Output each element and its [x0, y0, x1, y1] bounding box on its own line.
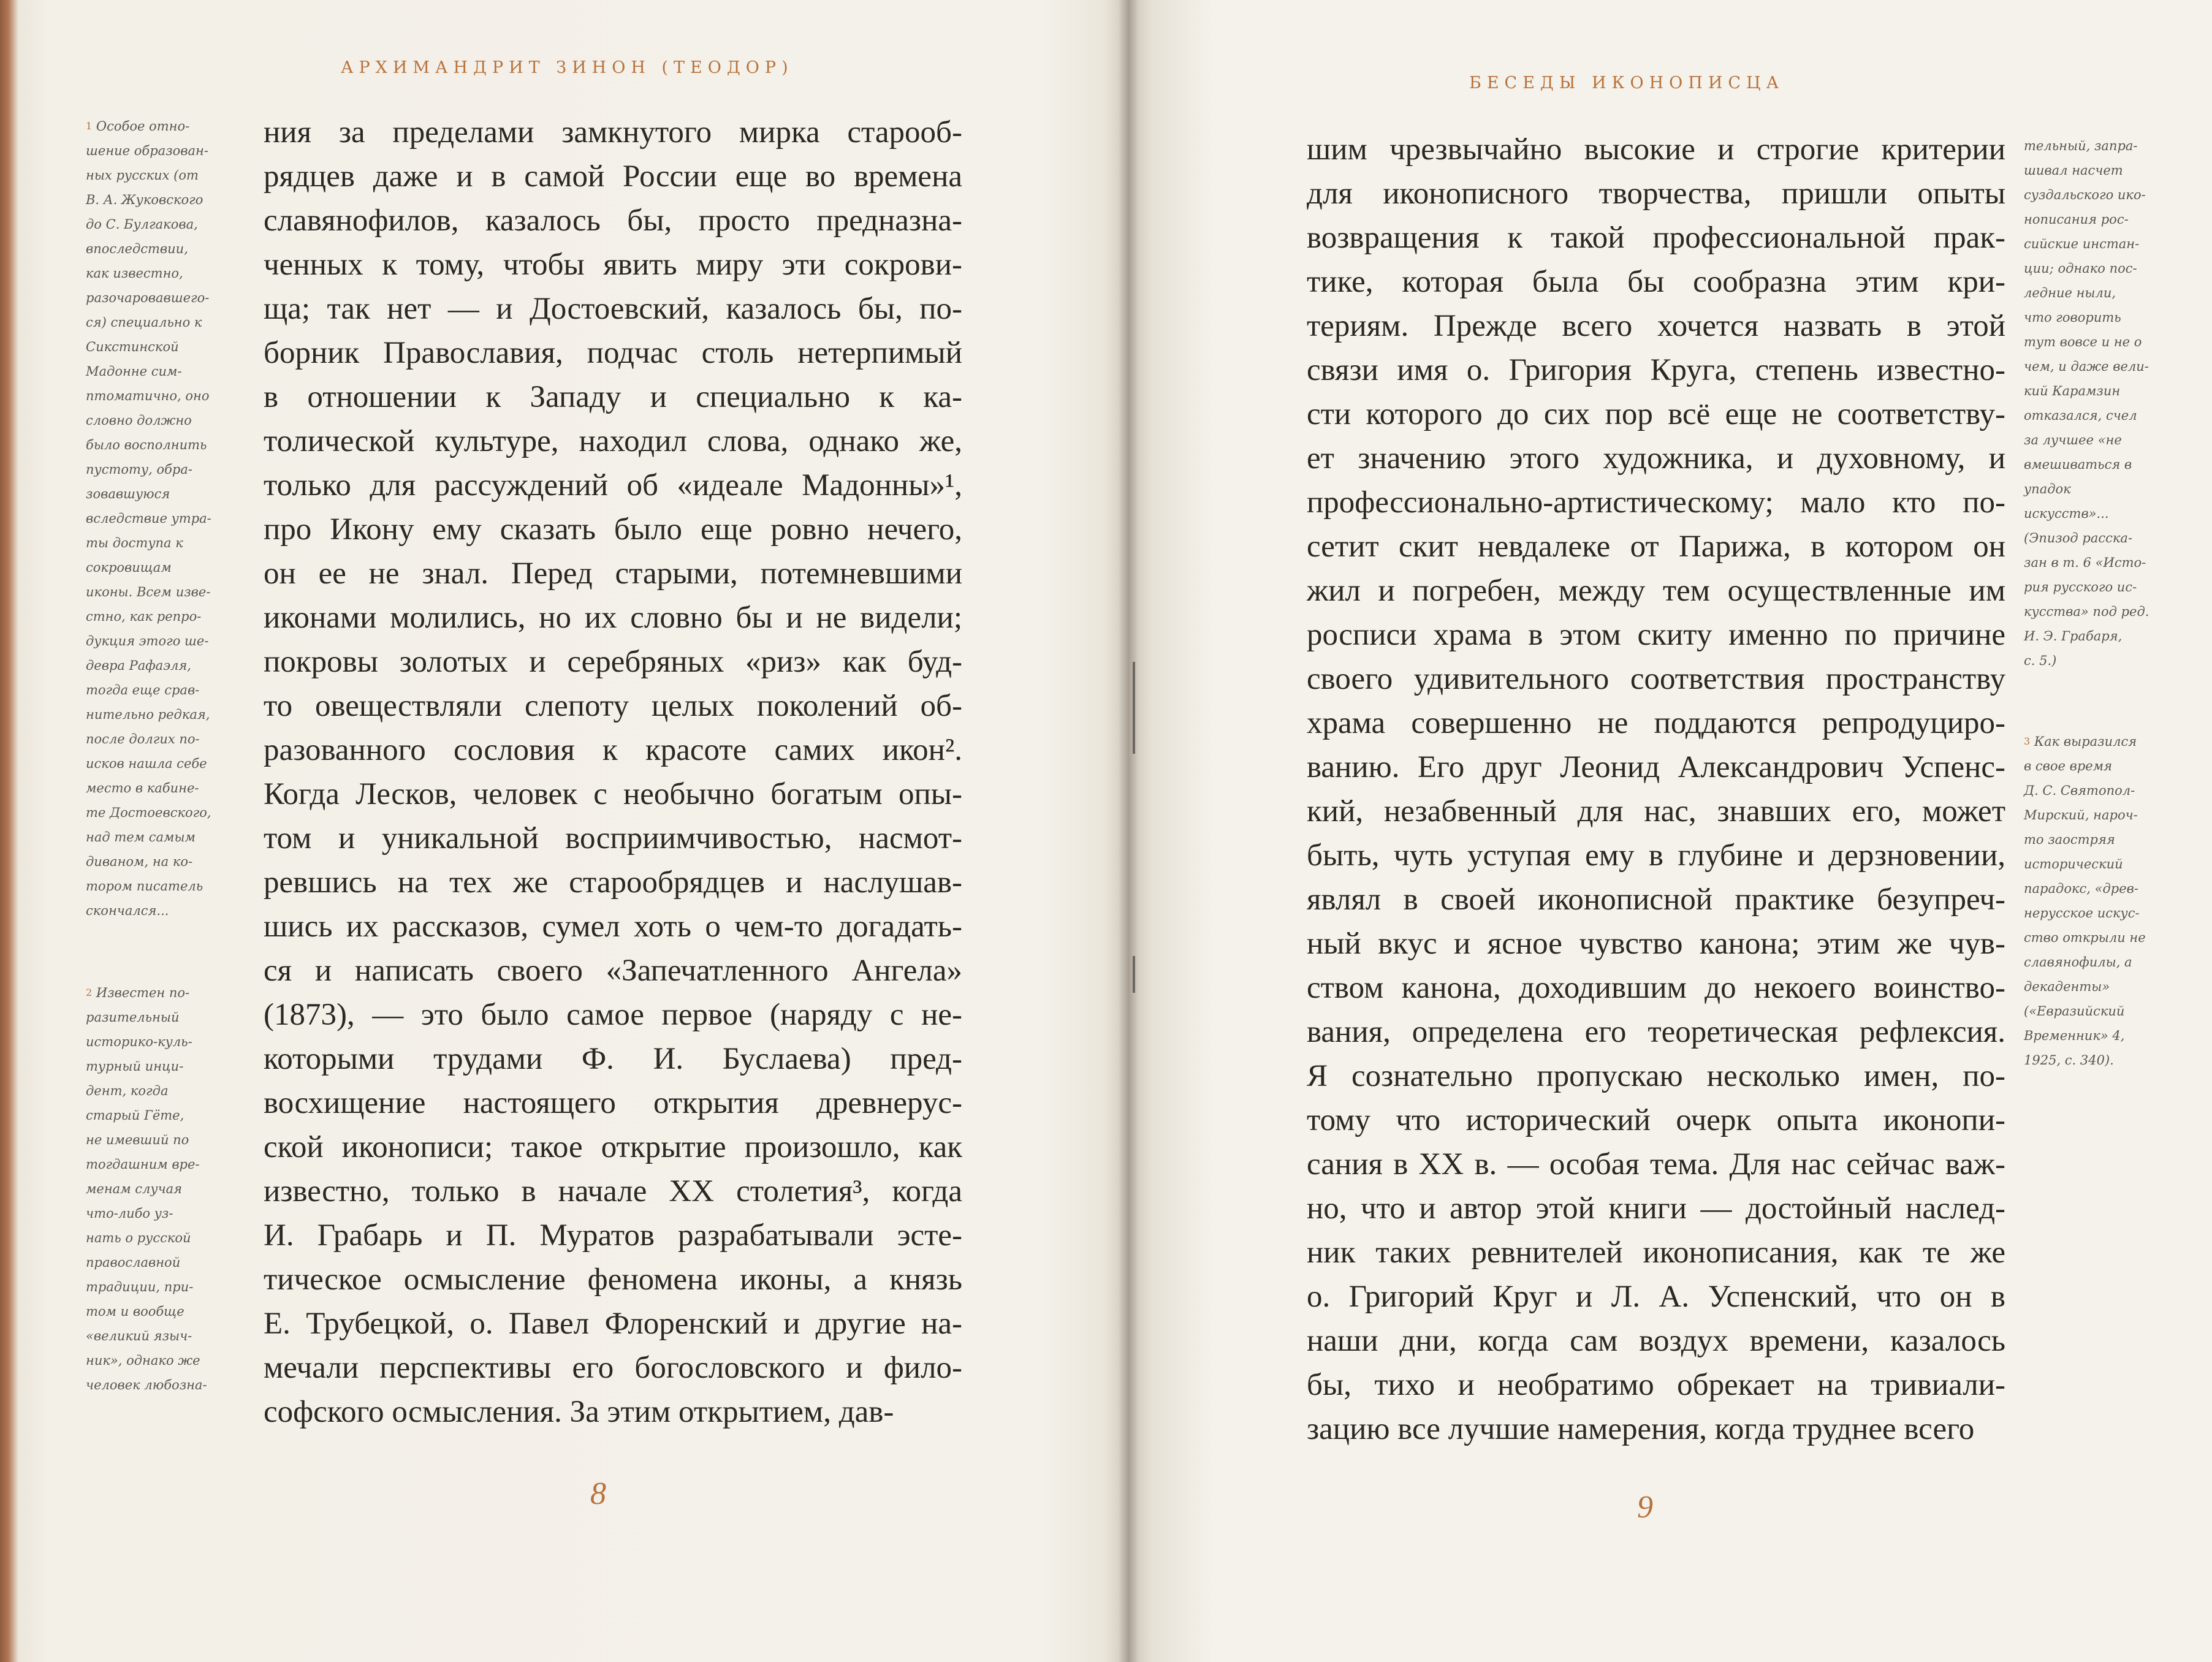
note-line: декаденты»: [2024, 979, 2110, 994]
note-line: упадок: [2024, 482, 2071, 496]
text-line: тике, которая была бы сообразна этим кри-: [1307, 265, 2005, 299]
note-line: (Эпизод расска-: [2024, 531, 2133, 545]
note-line: 1925, с. 340).: [2024, 1053, 2114, 1068]
text-line: Я сознательно пропускаю несколько имен, по-: [1307, 1059, 2005, 1093]
text-line: тическое осмысление феномена иконы, а князь: [264, 1262, 962, 1297]
text-line: сти которого до сих пор всё еще не соответству-: [1307, 397, 2005, 431]
text-line: но, что и автор этой книги — достойный наслед-: [1307, 1191, 2005, 1226]
note-line: старый Гёте,: [86, 1108, 184, 1123]
note-line: диваном, на ко-: [86, 854, 193, 869]
note-line: ся) специально к: [86, 315, 202, 330]
note-line: Как выразился: [2034, 734, 2137, 749]
note-line: Известен по-: [96, 985, 190, 1000]
note-line: сокровищам: [86, 560, 172, 575]
note-line: ных русских (от: [86, 168, 199, 183]
note-line: ство открыли не: [2024, 930, 2146, 945]
note-line: Временник» 4,: [2024, 1028, 2125, 1043]
note-line: кусства» под ред.: [2024, 604, 2149, 619]
note-line: Д. С. Святопол-: [2024, 783, 2135, 798]
text-line: ской иконописи; такое открытие произошло, как: [264, 1130, 962, 1164]
text-line: ет значению этого художника, и духовному, и: [1307, 441, 2005, 476]
note-line: шивал насчет: [2024, 163, 2123, 178]
note-line: дукция этого ше-: [86, 634, 209, 648]
note-line: сийские инстан-: [2024, 237, 2140, 251]
note-line: тельный, запра-: [2024, 138, 2138, 153]
left-running-head: АРХИМАНДРИТ ЗИНОН (ТЕОДОР): [341, 58, 794, 77]
text-line: славянофилов, казалось бы, просто предназна-: [264, 203, 962, 238]
text-line: сетит скит невдалеке от Парижа, в котором он: [1307, 529, 2005, 564]
text-line: софского осмысления. За этим открытием, дав-: [264, 1395, 894, 1429]
text-line: толической культуре, находил слова, однако же,: [264, 424, 962, 458]
note-line: до С. Булгакова,: [86, 217, 198, 232]
text-line: Когда Лесков, человек с необычно богатым опы-: [264, 777, 962, 811]
note-line: зан в т. 6 «Исто-: [2024, 555, 2146, 570]
text-line: мечали перспективы его богословского и фило-: [264, 1351, 962, 1385]
scan-mark: [1133, 956, 1135, 993]
note-line: тут вовсе и не о: [2024, 335, 2142, 349]
note-line: исторический: [2024, 857, 2123, 871]
text-line: профессионально-артистическому; мало кто по-: [1307, 485, 2005, 520]
note-line: те Достоевского,: [86, 805, 211, 820]
right-page: [1128, 0, 2212, 1662]
note-line: стно, как репро-: [86, 609, 202, 624]
text-line: ченных к тому, чтобы явить миру эти сокрови-: [264, 248, 962, 282]
note-line: девра Рафаэля,: [86, 658, 191, 673]
text-line: вания, определена его теоретическая рефлексия.: [1307, 1015, 2005, 1049]
text-line: храма совершенно не поддаются репродуциро-: [1307, 706, 2005, 740]
note-line: что говорить: [2024, 310, 2121, 325]
note-line: нерусское искус-: [2024, 906, 2140, 920]
note-line: место в кабине-: [86, 781, 199, 795]
note-line: православной: [86, 1255, 181, 1270]
right-main-text: [1307, 127, 2005, 1451]
note-line: после долгих по-: [86, 732, 200, 746]
note-first-line: [86, 114, 248, 138]
note-line: рия русского ис-: [2024, 580, 2137, 594]
text-line: известно, только в начале XX столетия³, когда: [264, 1174, 962, 1209]
text-line: разованного сословия к красоте самих икон².: [264, 733, 962, 767]
right-page-number: 9: [1637, 1490, 1653, 1525]
text-line: ный вкус и ясное чувство канона; этим же чув-: [1307, 927, 2005, 961]
text-line: иконами молились, но их словно бы и не видели;: [264, 601, 962, 635]
note-line: было восполнить: [86, 438, 207, 452]
text-line: восхищение настоящего открытия древнерус-: [264, 1086, 962, 1120]
note-line: тогдашним вре-: [86, 1157, 200, 1172]
text-line: шись их рассказов, сумел хоть о чем-то догадать-: [264, 909, 962, 944]
note-line: иконы. Всем изве-: [86, 585, 211, 599]
note-line: нительно редкая,: [86, 707, 210, 722]
note-first-line: [2024, 729, 2195, 754]
text-line: борник Православия, подчас столь нетерпимый: [264, 336, 962, 370]
note-first-line: [86, 981, 248, 1005]
note-line: с. 5.): [2024, 653, 2057, 668]
note-line: разительный: [86, 1010, 180, 1025]
text-line: зацию все лучшие намерения, когда труднее всего: [1307, 1412, 1975, 1446]
footnote-number-2: 2: [86, 987, 93, 998]
note-line: за лучшее «не: [2024, 433, 2122, 447]
note-line: («Евразийский: [2024, 1004, 2125, 1019]
left-page-number: 8: [590, 1476, 606, 1511]
note-line: в свое время: [2024, 759, 2113, 773]
note-line: тором писатель: [86, 879, 203, 894]
text-line: ния за пределами замкнутого мирка старооб-: [264, 115, 962, 150]
text-line: И. Грабарь и П. Муратов разрабатывали эсте-: [264, 1218, 962, 1253]
note-line: как известно,: [86, 266, 183, 281]
note-line: славянофилы, а: [2024, 955, 2132, 970]
text-line: для иконописного творчества, пришли опыты: [1307, 176, 2005, 211]
note-line: кий Карамзин: [2024, 384, 2121, 398]
text-line: (1873), — это было самое первое (наряду с не-: [264, 998, 962, 1032]
footnote-number-1: 1: [86, 120, 93, 132]
text-line: ник таких ревнителей иконописания, как те же: [1307, 1235, 2005, 1270]
note-line: Мирский, нароч-: [2024, 808, 2138, 822]
text-line: Е. Трубецкой, о. Павел Флоренский и другие на-: [264, 1307, 962, 1341]
text-line: про Икону ему сказать было еще ровно нечего,: [264, 512, 962, 547]
note-line: искусств»...: [2024, 506, 2109, 521]
text-line: рядцев даже и в самой России еще во времена: [264, 159, 962, 194]
note-line: вмешиваться в: [2024, 457, 2132, 472]
note-line: ты доступа к: [86, 536, 183, 550]
text-line: возвращения к такой профессиональной прак-: [1307, 221, 2005, 255]
footnote-number-3: 3: [2024, 735, 2031, 747]
right-margin-note-3: [2024, 729, 2195, 1072]
scan-mark: [1133, 662, 1135, 754]
left-margin-note-1: [86, 114, 248, 923]
text-line: своего удивительного соответствия пространству: [1307, 662, 2005, 696]
text-line: быть, чуть уступая ему в глубине и дерзновении,: [1307, 838, 2005, 873]
text-line: он ее не знал. Перед старыми, потемневшими: [264, 556, 962, 591]
text-line: шим чрезвычайно высокие и строгие критерии: [1307, 132, 2005, 167]
note-line: что-либо уз-: [86, 1206, 173, 1221]
note-line: нать о русской: [86, 1231, 191, 1245]
left-main-text: [264, 110, 962, 1434]
note-line: чем, и даже вели-: [2024, 359, 2149, 374]
note-line: турный инци-: [86, 1059, 184, 1074]
note-line: И. Э. Грабаря,: [2024, 629, 2123, 643]
note-line: словно должно: [86, 413, 192, 428]
note-line: традиции, при-: [86, 1280, 194, 1294]
text-line: ством канона, доходившим до некоего воинство-: [1307, 971, 2005, 1005]
note-line: не имевший по: [86, 1133, 189, 1147]
note-line: шение образован-: [86, 143, 208, 158]
text-line: о. Григорий Круг и Л. А. Успенский, что он в: [1307, 1280, 2005, 1314]
text-line: покровы золотых и серебряных «риз» как буд-: [264, 645, 962, 679]
text-line: ванию. Его друг Леонид Александрович Успенс-: [1307, 750, 2005, 784]
note-line: нописания рос-: [2024, 212, 2129, 227]
text-line: ся и написать своего «Запечатленного Ангела»: [264, 954, 962, 988]
note-line: историко-куль-: [86, 1034, 192, 1049]
text-line: наши дни, когда сам воздух времени, казалось: [1307, 1324, 2005, 1358]
note-line: птоматично, оно: [86, 389, 210, 403]
note-line: парадокс, «древ-: [2024, 881, 2138, 896]
note-line: «великий языч-: [86, 1329, 192, 1343]
text-line: тому что исторический очерк опыта иконопи-: [1307, 1103, 2005, 1137]
text-line: в отношении к Западу и специально к ка-: [264, 380, 962, 414]
text-line: связи имя о. Григория Круга, степень известно-: [1307, 353, 2005, 387]
note-line: ции; однако пос-: [2024, 261, 2137, 276]
text-line: ща; так нет — и Достоевский, казалось бы, по-: [264, 292, 962, 326]
note-line: отказался, счел: [2024, 408, 2137, 423]
note-line: зовавшуюся: [86, 487, 170, 501]
note-line: ледние ныли,: [2024, 286, 2116, 300]
note-line: Сикстинской: [86, 340, 179, 354]
note-line: над тем самым: [86, 830, 196, 844]
text-line: териям. Прежде всего хочется назвать в этой: [1307, 309, 2005, 343]
note-line: Мадонне сим-: [86, 364, 182, 379]
text-line: которыми трудами Ф. И. Буслаева) пред-: [264, 1042, 962, 1076]
text-line: являл в своей иконописной практике безупреч-: [1307, 882, 2005, 917]
note-line: разочаровавшего-: [86, 290, 210, 305]
text-line: жил и погребен, между тем осуществленные им: [1307, 574, 2005, 608]
note-line: дент, когда: [86, 1083, 169, 1098]
right-running-head: БЕСЕДЫ ИКОНОПИСЦА: [1469, 74, 1785, 93]
note-line: ник», однако же: [86, 1353, 200, 1368]
text-line: кий, незабвенный для нас, знавших его, может: [1307, 794, 2005, 829]
note-line: исков нашла себе: [86, 756, 207, 771]
book-gutter: [1118, 0, 1139, 1662]
note-line: то заостряя: [2024, 832, 2115, 847]
note-line: суздальского ико-: [2024, 188, 2146, 202]
note-line: пустоту, обра-: [86, 462, 192, 477]
left-margin-note-2: [86, 981, 248, 1397]
note-line: человек любозна-: [86, 1378, 207, 1392]
note-line: вследствие утра-: [86, 511, 211, 526]
note-line: впоследствии,: [86, 241, 188, 256]
note-line: том и вообще: [86, 1304, 184, 1319]
text-line: сания в XX в. — особая тема. Для нас сейчас важ-: [1307, 1147, 2005, 1182]
note-line: скончался...: [86, 903, 169, 918]
text-line: то овеществляли слепоту целых поколений об-: [264, 689, 962, 723]
note-line: тогда еще срав-: [86, 683, 200, 697]
note-line: Особое отно-: [96, 119, 190, 134]
note-line: менам случая: [86, 1182, 183, 1196]
text-line: ревшись на тех же старообрядцев и наслушав-: [264, 865, 962, 900]
right-margin-note-continued: [2024, 134, 2195, 673]
text-line: росписи храма в этом скиту именно по причине: [1307, 618, 2005, 652]
text-line: только для рассуждений об «идеале Мадонны»¹,: [264, 468, 962, 503]
note-line: В. А. Жуковского: [86, 192, 203, 207]
text-line: том и уникальной восприимчивостью, насмот-: [264, 821, 962, 856]
text-line: бы, тихо и необратимо обрекает на тривиали-: [1307, 1368, 2005, 1402]
